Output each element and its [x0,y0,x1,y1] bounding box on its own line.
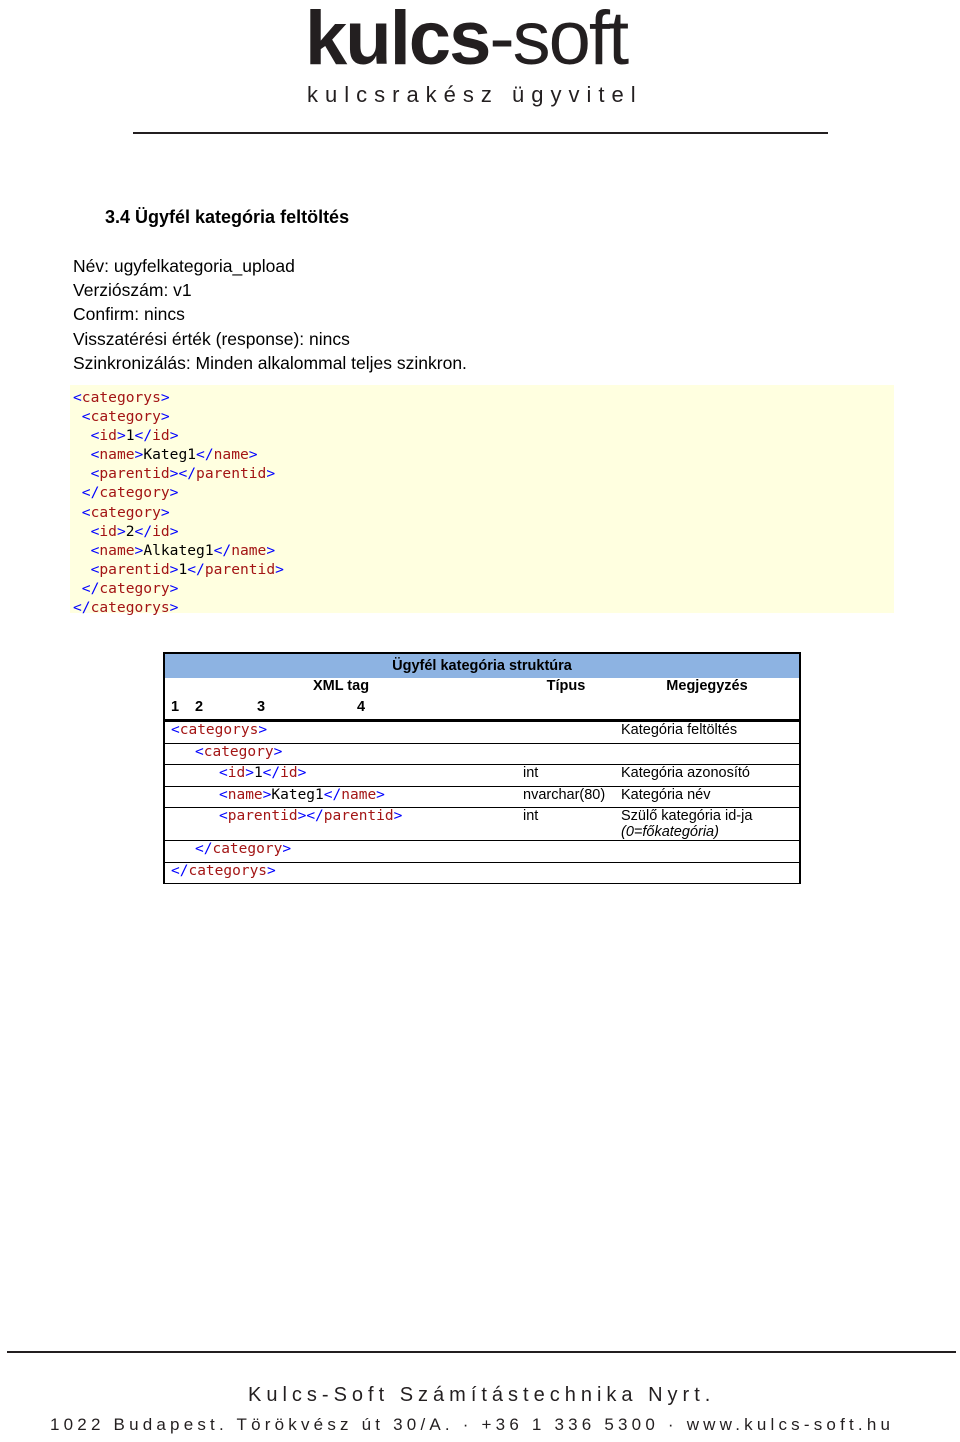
endpoint-meta [73,254,467,375]
code-tag: <name> [90,541,144,559]
type-cell [517,743,615,765]
note-cell [615,841,800,863]
table-row [164,786,800,808]
logo-wordmark [305,0,627,80]
code-category-open: <category> [81,408,170,426]
tag: <categorys> [171,722,268,738]
note-cell: Kategória azonosító [615,765,800,787]
meta-response: Visszatérési érték (response): nincs [73,328,350,349]
code-tag: </parentid> [187,560,284,578]
note-cell [615,808,800,841]
tag: <parentid> [219,808,307,824]
footer-divider [7,1351,956,1353]
tag: </id> [262,765,307,781]
code-tag: <id> [90,427,126,445]
tag: </parentid> [306,808,403,824]
tag-cell [164,808,517,841]
note-cell [615,862,800,884]
type-cell [517,862,615,884]
tag: </category> [195,841,292,857]
code-category-close: </category> [81,484,179,502]
type-cell: int [517,808,615,841]
level-2: 2 [195,698,204,715]
level-3: 3 [257,698,266,715]
note-line-italic: (0=főkategória) [621,824,719,840]
tag-cell [164,862,517,884]
header-type: Típus [546,678,586,694]
table-title: Ügyfél kategória struktúra [164,653,800,678]
tag-cell [164,721,517,744]
table-level-row [164,699,800,721]
code-tag: <parentid> [90,560,179,578]
tag-value: 1 [253,765,263,781]
tag: </name> [323,786,385,803]
code-category-open: <category> [81,503,170,521]
header-divider [133,132,828,134]
note-cell: Kategória név [615,786,800,808]
logo-wordmark-light: -soft [489,0,628,81]
code-categorys-close: </categorys> [73,599,179,617]
note-line: Szülő kategória id-ja [621,808,753,824]
table-row [164,721,800,744]
header-xml-tag: XML tag [164,678,517,699]
table-row [164,765,800,787]
tag: <category> [195,743,283,760]
meta-version: Verziószám: v1 [73,280,192,301]
table-row [164,743,800,765]
code-value: Alkateg1 [143,541,214,559]
table-title-row [164,653,800,678]
code-tag: <name> [90,446,144,464]
tag: <name> [219,786,272,803]
level-numbers [164,699,800,721]
table-row [164,862,800,884]
code-categorys-open: <categorys> [73,389,170,406]
footer-company: Kulcs-Soft Számítástechnika Nyrt. [248,1384,716,1406]
xml-code [70,385,894,617]
xml-code-sample [70,385,894,617]
category-structure-table [163,652,801,884]
table-row [164,808,800,841]
type-cell [517,841,615,863]
meta-confirm: Confirm: nincs [73,304,185,325]
code-tag: </name> [213,541,276,559]
tag: <id> [219,765,254,781]
code-tag: </name> [196,446,258,464]
code-value: 2 [125,522,135,540]
code-value: Kateg1 [143,446,197,464]
section-heading: 3.4 Ügyfél kategória feltöltés [105,207,350,227]
code-tag: </parentid> [178,465,276,483]
logo-tagline: kulcsrakész ügyvitel [307,82,643,107]
type-cell [517,721,615,744]
level-4: 4 [357,698,366,715]
code-value: 1 [125,427,135,445]
code-category-close: </category> [81,579,179,597]
company-logo [305,0,645,107]
note-cell: Kategória feltöltés [615,721,800,744]
type-cell: nvarchar(80) [517,786,615,808]
table-row [164,841,800,863]
code-tag: </id> [134,427,179,445]
logo-wordmark-bold: kulcs [305,0,490,81]
code-tag: <parentid> [90,465,179,483]
footer-address: 1022 Budapest. Törökvész út 30/A. · +36 1 336 5300 · www.kulcs-soft.hu [50,1415,895,1434]
meta-name: Név: ugyfelkategoria_upload [73,256,295,276]
note-cell [615,743,800,765]
table-header-row [164,678,800,699]
level-1: 1 [171,698,180,715]
tag-cell [164,765,517,787]
meta-sync: Szinkronizálás: Minden alkalommal teljes szinkron. [73,352,467,373]
tag-cell [164,743,517,765]
code-tag: </id> [134,522,179,540]
type-cell: int [517,765,615,787]
code-value: 1 [178,560,188,578]
header-note: Megjegyzés [615,678,800,699]
tag-value: Kateg1 [271,786,324,803]
tag-cell [164,786,517,808]
tag: </categorys> [171,862,276,879]
tag-cell [164,841,517,863]
code-tag: <id> [90,522,126,540]
